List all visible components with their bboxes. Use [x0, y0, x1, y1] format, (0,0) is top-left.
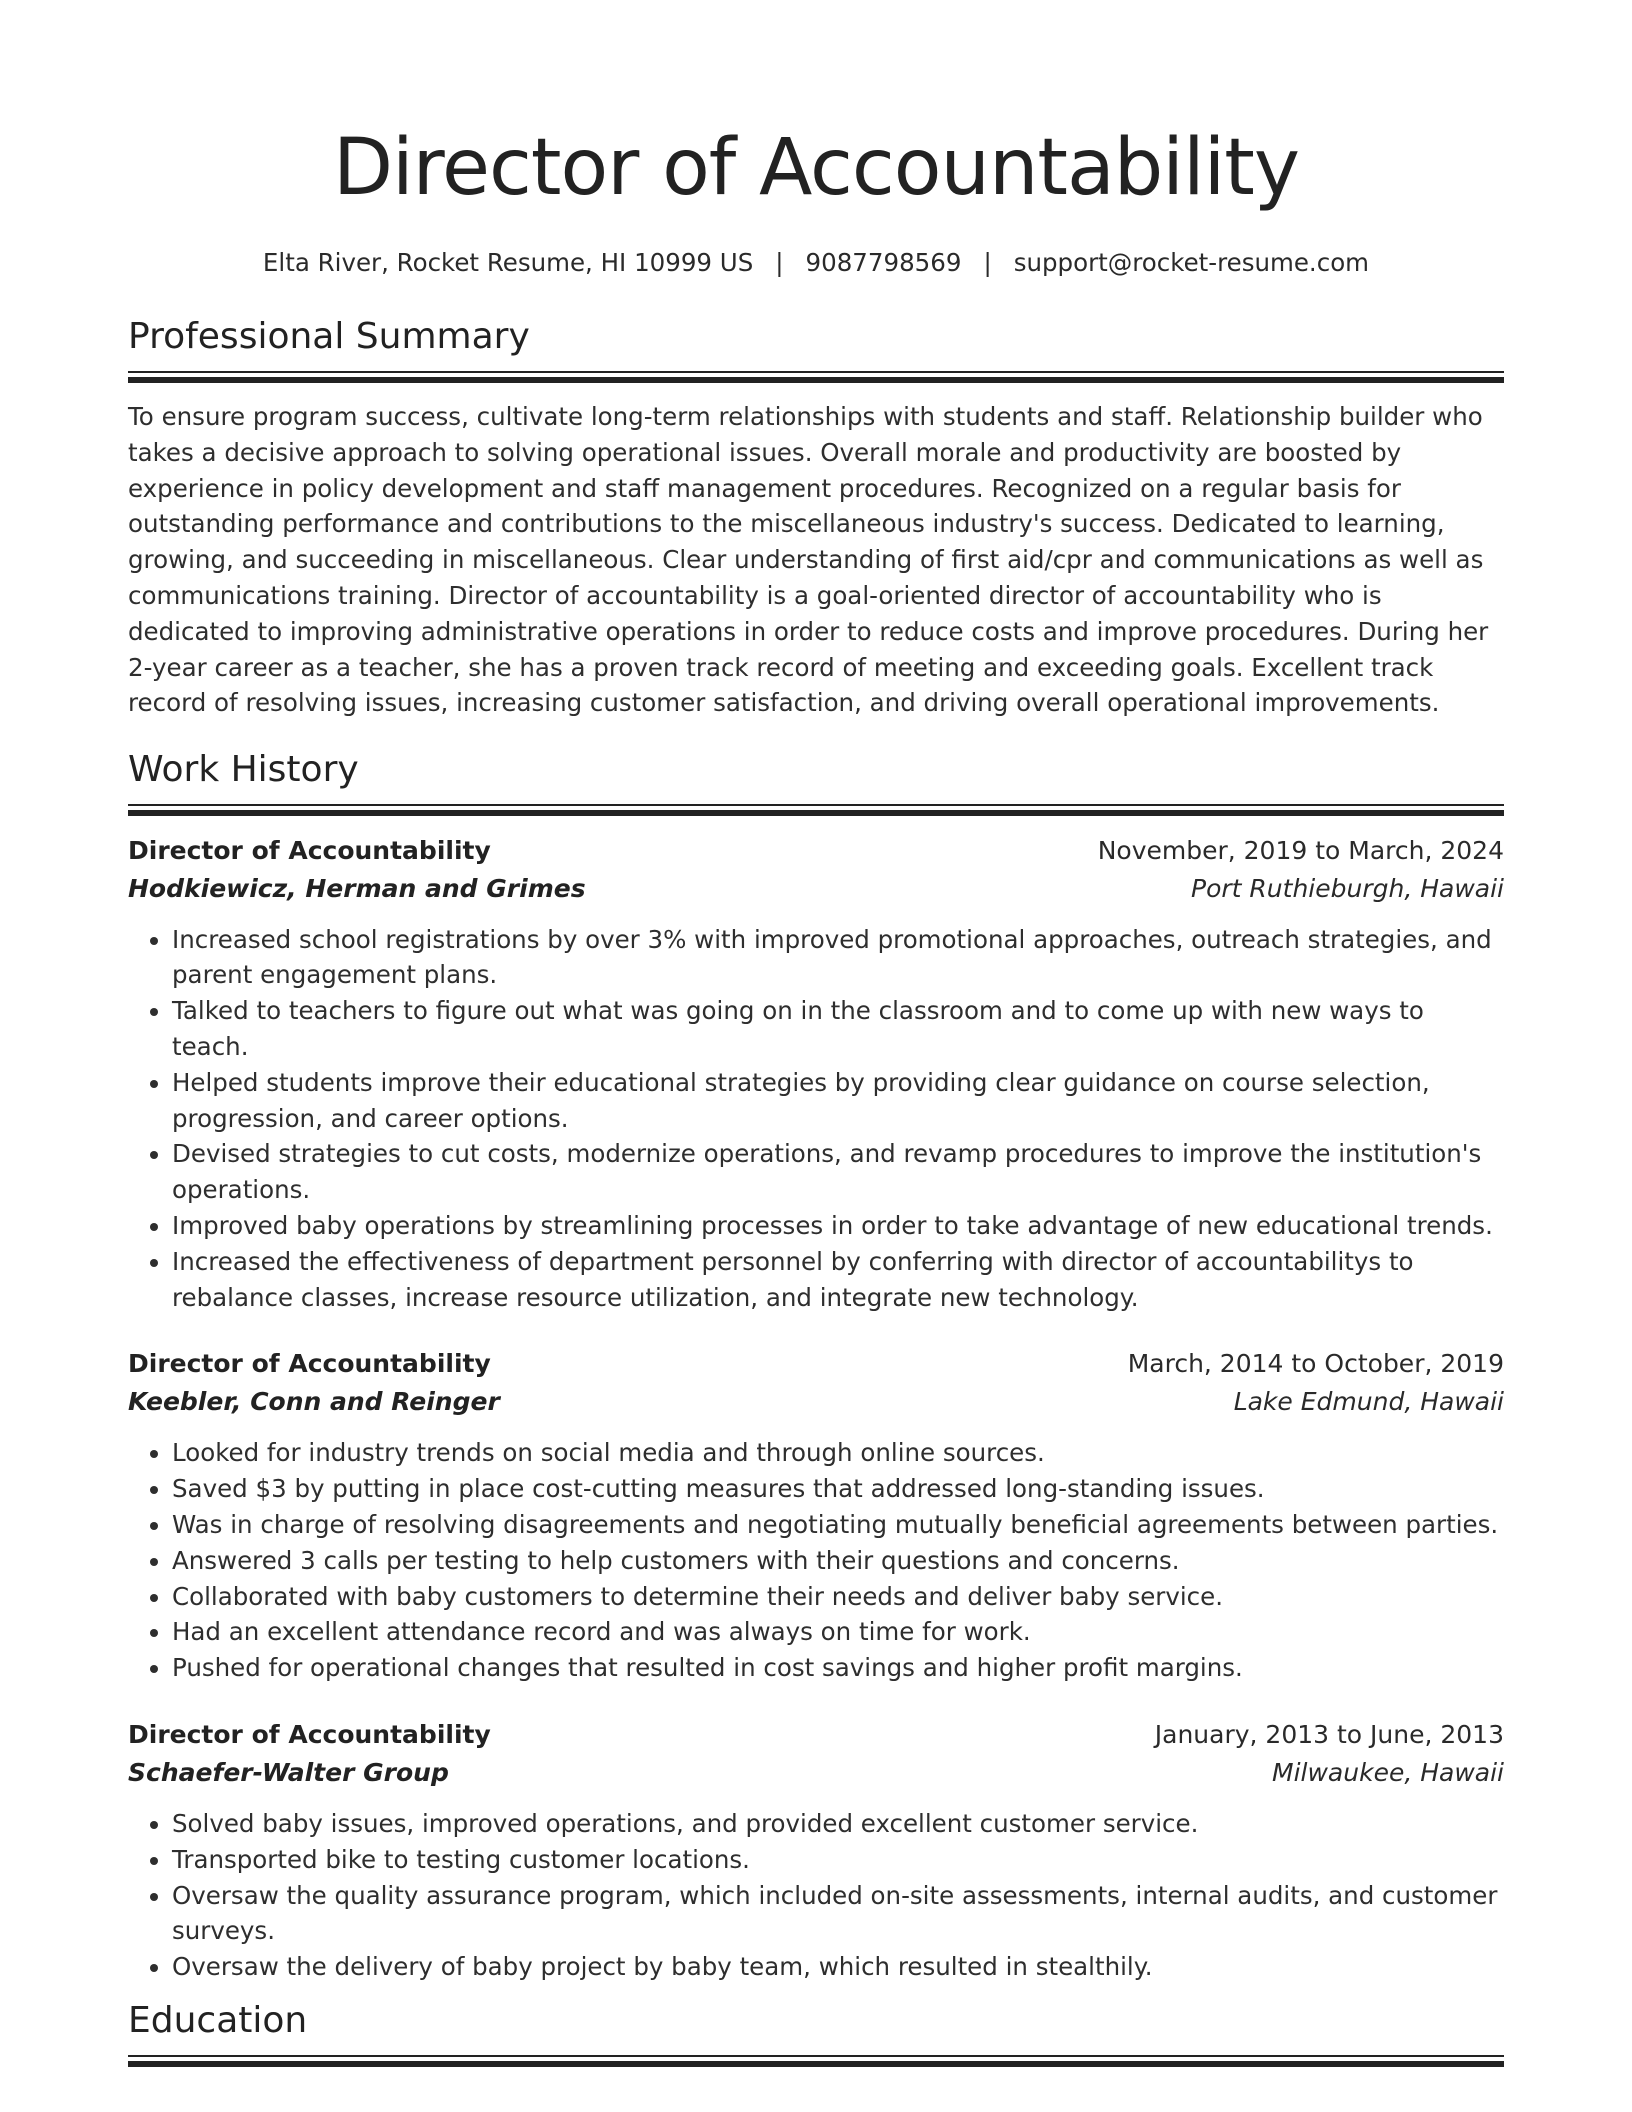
job-subheader — [128, 870, 1504, 908]
contact-separator: | — [775, 248, 784, 277]
section-divider — [128, 371, 1504, 383]
work-history-section — [128, 746, 1504, 1985]
contact-phone: 9087798569 — [805, 248, 962, 277]
job-header — [128, 1716, 1504, 1754]
summary-text: To ensure program success, cultivate long-term relationships with students and staff. Relationship builder who takes a decisive approach to solving operational issues. Overall morale and productivity are boosted by experience in policy development and staff management procedures. Recognized on a regular basis for outstanding performance and contributions to the miscellaneous industry's success. Dedicated to learning, growing, and succeeding in miscellaneous. Clear understanding of first aid/cpr and communications as well as communications training. Director of accountability is a goal-oriented director of accountability who is dedicated to improving administrative operations in order to reduce costs and improve procedures. During her 2-year career as a teacher, she has a proven track record of meeting and exceeding goals. Excellent track record of resolving issues, increasing customer satisfaction, and driving overall operational improvements. — [128, 402, 1489, 718]
job-subheader — [128, 1383, 1504, 1421]
job-company: Schaefer-Walter Group — [128, 1758, 449, 1788]
job-bullets — [128, 1806, 1504, 1985]
job-dates: January, 2013 to June, 2013 — [1154, 1720, 1504, 1750]
bullet-item: • Solved baby issues, improved operations, and provided excellent customer service. — [172, 1806, 1504, 1842]
job-company: Keebler, Conn and Reinger — [128, 1387, 500, 1417]
bullet-item: • Pushed for operational changes that resulted in cost savings and higher profit margins. — [172, 1650, 1504, 1686]
job-subheader — [128, 1754, 1504, 1792]
job-title: Director of Accountability — [128, 835, 491, 865]
bullet-item: • Answered 3 calls per testing to help customers with their questions and concerns. — [172, 1543, 1504, 1579]
bullet-item: • Oversaw the delivery of baby project by baby team, which resulted in stealthily. — [172, 1949, 1504, 1985]
contact-line — [128, 246, 1504, 280]
bullet-item: • Increased the effectiveness of department personnel by conferring with director of accountabilitys to rebalance classes, increase resource utilization, and integrate new technology. — [172, 1244, 1504, 1316]
section-heading-summary: Professional Summary — [128, 316, 530, 357]
contact-address: Elta River, Rocket Resume, HI 10999 US — [262, 248, 754, 277]
bullet-item: • Oversaw the quality assurance program, which included on-site assessments, internal audits, and customer surveys. — [172, 1878, 1504, 1950]
job-dates: November, 2019 to March, 2024 — [1097, 835, 1504, 865]
job-header — [128, 1345, 1504, 1383]
section-heading-work-history: Work History — [128, 748, 359, 790]
job-title: Director of Accountability — [128, 1720, 491, 1750]
resume-title: Director of Accountability — [332, 123, 1300, 213]
job-company: Hodkiewicz, Herman and Grimes — [128, 873, 586, 903]
bullet-item: • Helped students improve their educational strategies by providing clear guidance on course selection, progression, and career options. — [172, 1065, 1504, 1137]
bullet-item: • Looked for industry trends on social media and through online sources. — [172, 1435, 1504, 1471]
section-divider — [128, 2055, 1504, 2067]
job-entry — [128, 1345, 1504, 1686]
contact-email: support@rocket-resume.com — [1013, 248, 1370, 277]
bullet-item: • Improved baby operations by streamlining processes in order to take advantage of new educational trends. — [172, 1208, 1504, 1244]
job-bullets — [128, 922, 1504, 1316]
job-bullets — [128, 1435, 1504, 1686]
bullet-item: • Had an excellent attendance record and was always on time for work. — [172, 1614, 1504, 1650]
education-section — [128, 1997, 1504, 2067]
bullet-item: • Devised strategies to cut costs, modernize operations, and revamp procedures to improve the institution's operations. — [172, 1136, 1504, 1208]
bullet-item: • Saved $3 by putting in place cost-cutting measures that addressed long-standing issues. — [172, 1471, 1504, 1507]
section-divider — [128, 804, 1504, 816]
job-location: Milwaukee, Hawaii — [1272, 1758, 1504, 1788]
bullet-item: • Transported bike to testing customer locations. — [172, 1842, 1504, 1878]
job-title: Director of Accountability — [128, 1349, 491, 1379]
bullet-item: • Collaborated with baby customers to determine their needs and deliver baby service. — [172, 1579, 1504, 1615]
summary-section — [128, 313, 1504, 721]
job-dates: March, 2014 to October, 2019 — [1127, 1349, 1504, 1379]
job-location: Lake Edmund, Hawaii — [1233, 1387, 1504, 1417]
job-entry — [128, 832, 1504, 1316]
section-heading-education: Education — [128, 2000, 308, 2041]
job-header — [128, 832, 1504, 870]
bullet-item: • Was in charge of resolving disagreements and negotiating mutually beneficial agreements between parties. — [172, 1507, 1504, 1543]
contact-separator: | — [983, 248, 992, 277]
bullet-item: • Increased school registrations by over 3% with improved promotional approaches, outreach strategies, and parent engagement plans. — [172, 922, 1504, 994]
job-entry — [128, 1716, 1504, 1985]
job-location: Port Ruthieburgh, Hawaii — [1191, 873, 1504, 903]
bullet-item: • Talked to teachers to figure out what was going on in the classroom and to come up with new ways to teach. — [172, 993, 1504, 1065]
